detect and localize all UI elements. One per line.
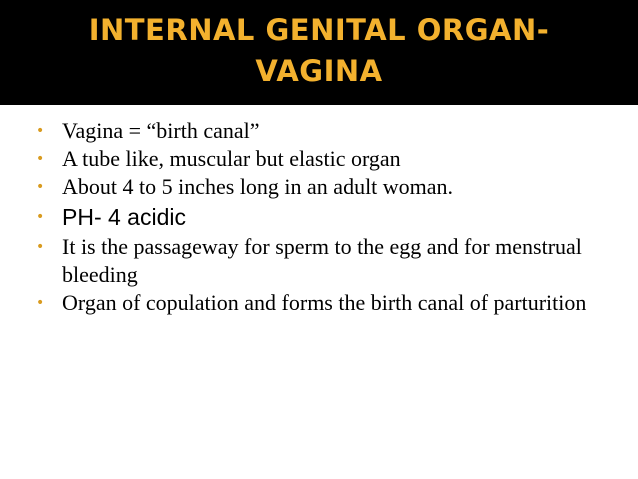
slide-title bbox=[0, 10, 638, 92]
bullet-text: Vagina = “birth canal” bbox=[62, 118, 260, 143]
bullet-item bbox=[36, 173, 626, 201]
bullet-dot-icon: • bbox=[36, 179, 45, 195]
bullet-text: A tube like, muscular but elastic organ bbox=[62, 146, 401, 171]
bullet-item bbox=[36, 145, 626, 173]
bullet-dot-icon: • bbox=[36, 151, 45, 167]
bullet-text: Organ of copulation and forms the birth canal of parturition bbox=[62, 290, 587, 315]
bullet-dot-icon: • bbox=[36, 209, 45, 225]
bullet-text: PH- 4 acidic bbox=[62, 204, 186, 230]
bullet-item bbox=[36, 289, 626, 317]
slide-title-line-2: VAGINA bbox=[255, 54, 383, 88]
bullet-list bbox=[36, 117, 626, 317]
bullet-dot-icon: • bbox=[36, 123, 45, 139]
bullet-text: It is the passageway for sperm to the egg and for menstrual bleeding bbox=[62, 234, 582, 287]
bullet-item bbox=[36, 233, 626, 289]
bullet-item bbox=[36, 201, 626, 233]
bullet-dot-icon: • bbox=[36, 295, 45, 311]
bullet-dot-icon: • bbox=[36, 239, 45, 255]
bullet-item bbox=[36, 117, 626, 145]
slide-title-line-1: INTERNAL GENITAL ORGAN- bbox=[88, 13, 550, 47]
bullet-text: About 4 to 5 inches long in an adult woman. bbox=[62, 174, 454, 199]
title-band bbox=[0, 0, 638, 105]
